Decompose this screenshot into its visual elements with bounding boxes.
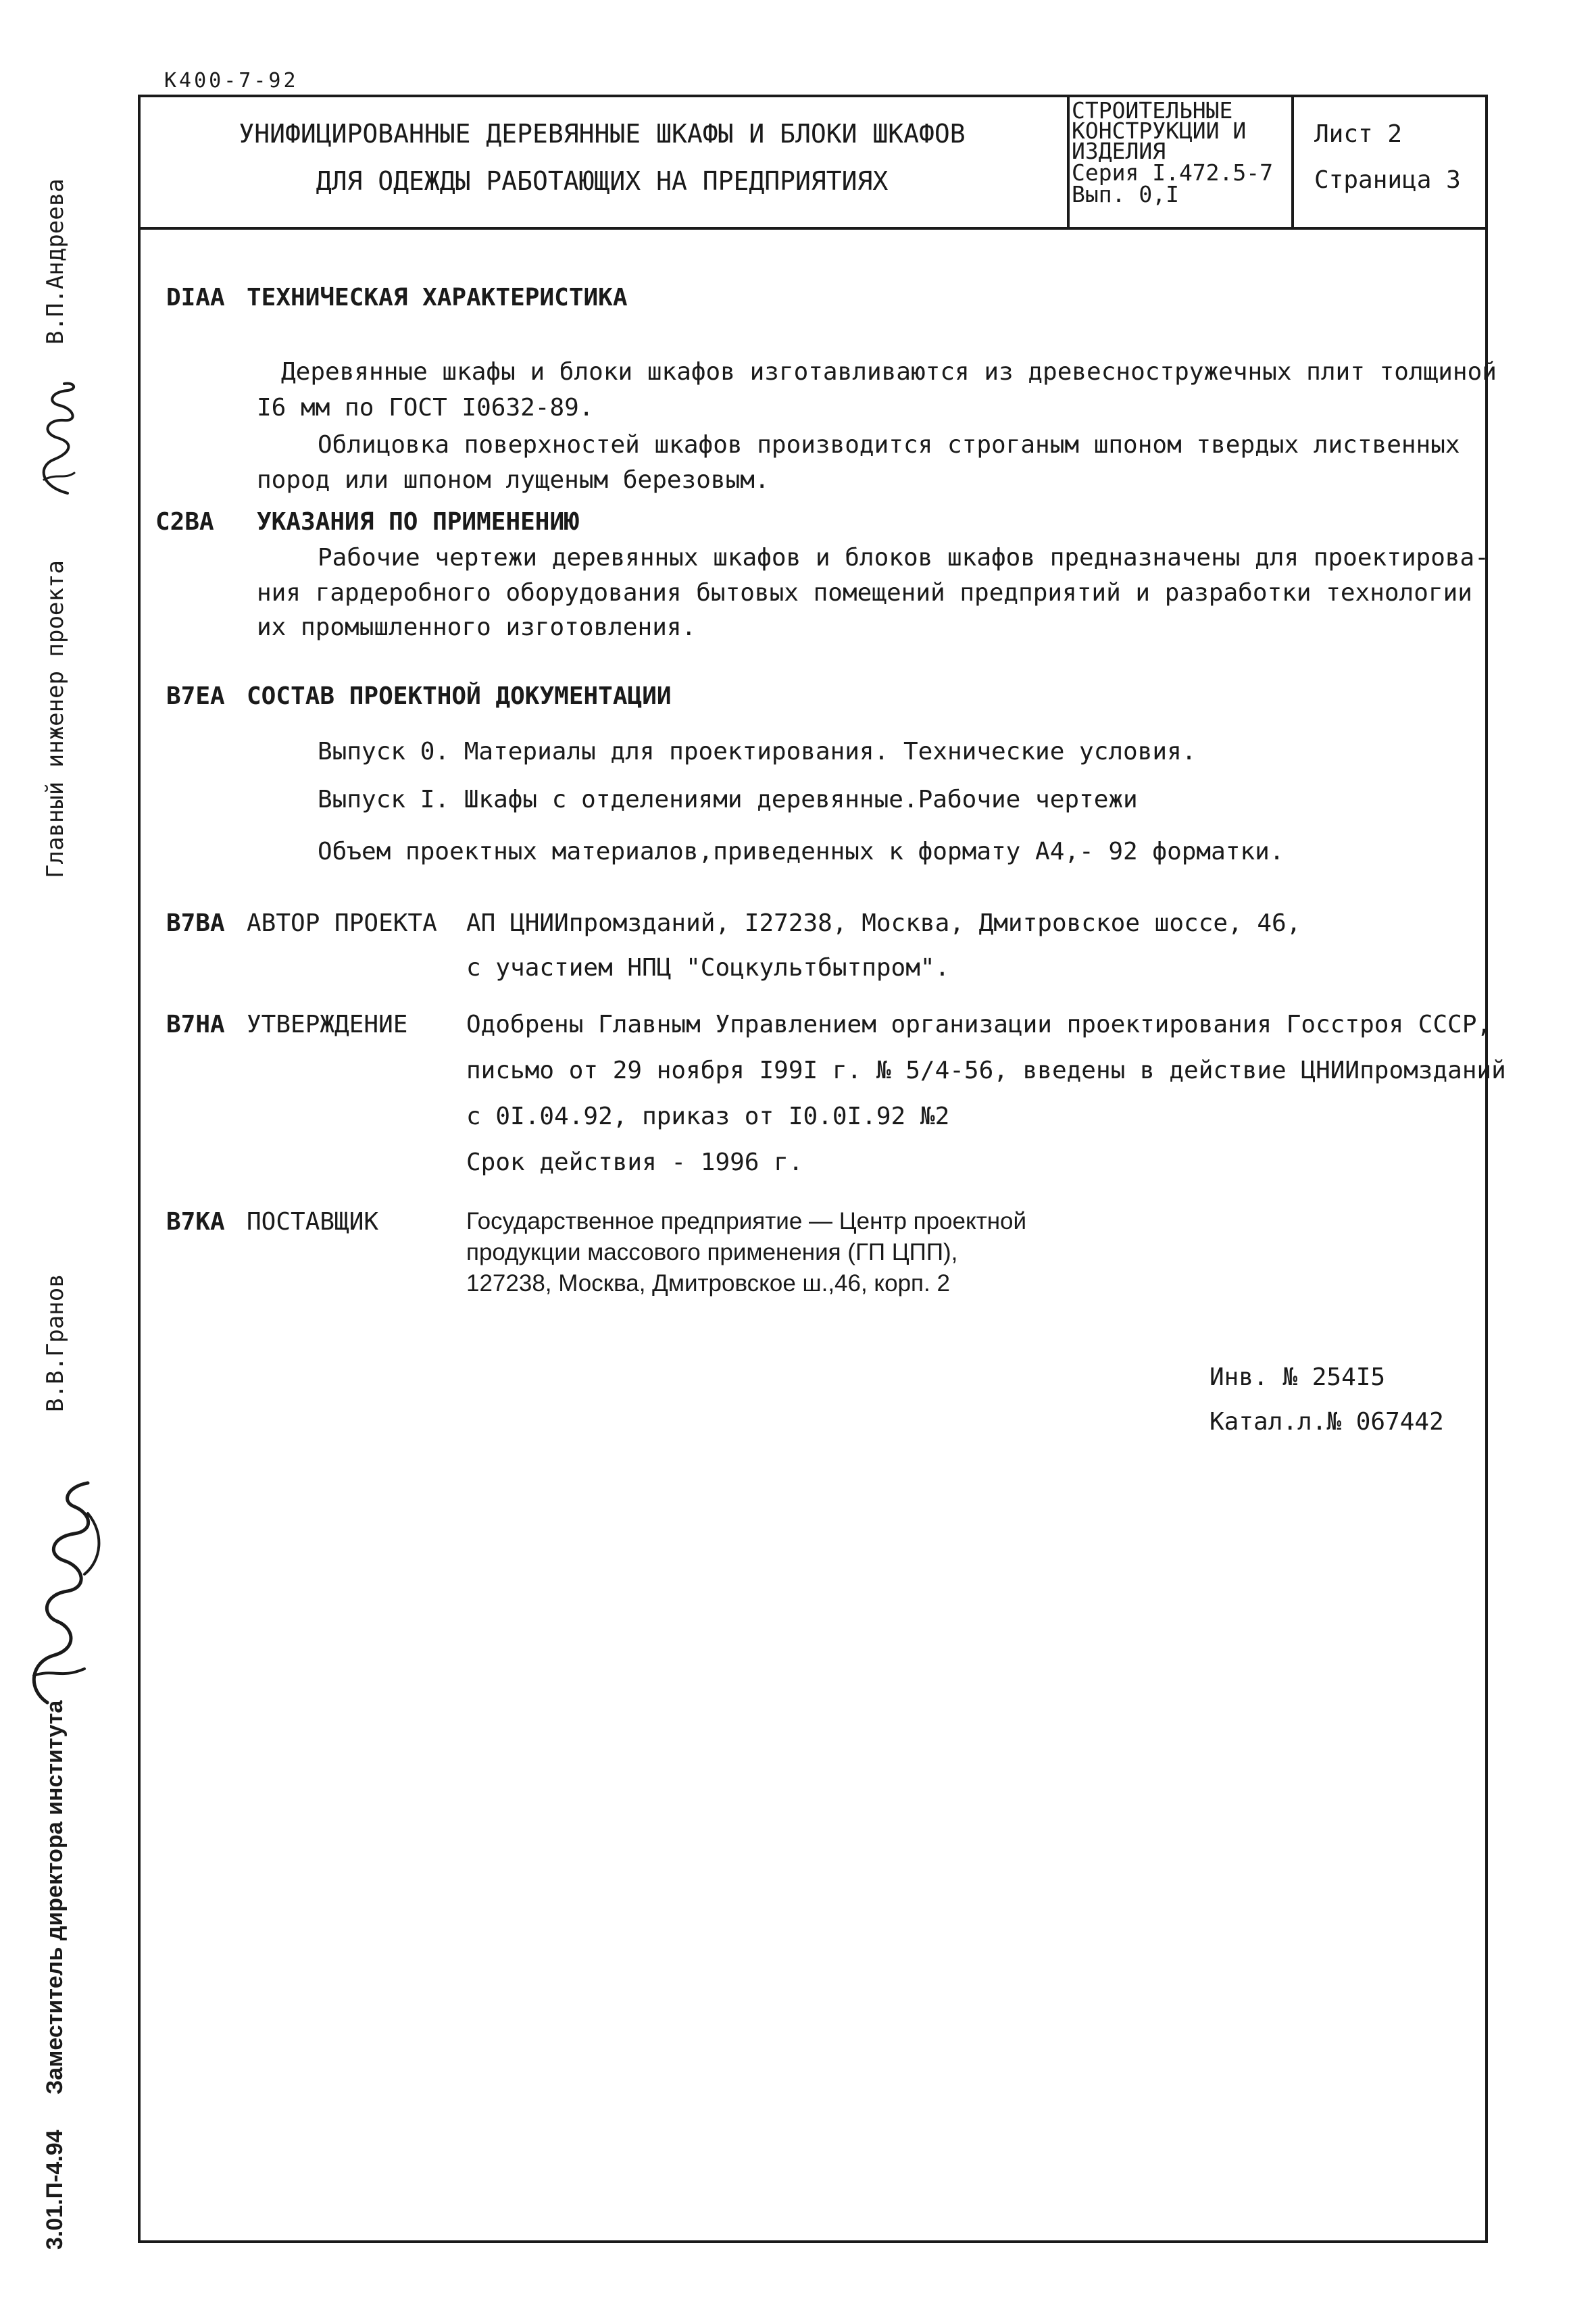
usage-line-1: Рабочие чертежи деревянных шкафов и блоков шкафов предназначены для проектирова- bbox=[318, 544, 1489, 572]
approval-line-4: Срок действия - 1996 г. bbox=[466, 1149, 803, 1176]
tech-line-2: I6 мм по ГОСТ I0632-89. bbox=[257, 394, 594, 422]
side-role-1: Главный инженер проекта bbox=[42, 560, 69, 878]
tech-line-4: пород или шпоном лущеным березовым. bbox=[257, 466, 770, 494]
contents-line-1: Выпуск 0. Материалы для проектирования. Технические условия. bbox=[318, 738, 1197, 765]
sheet-number: Лист 2 bbox=[1314, 120, 1403, 148]
series-line-2: КОНСТРУКЦИИ И bbox=[1072, 118, 1247, 144]
side-role-2: Заместитель директора института bbox=[42, 1700, 68, 2094]
contents-line-3: Объем проектных материалов,приведенных к формату А4,- 92 форматки. bbox=[318, 838, 1285, 865]
usage-line-3: их промышленного изготовления. bbox=[257, 613, 697, 641]
section-code-contents: B7EA bbox=[166, 682, 225, 710]
title-block bbox=[138, 95, 1488, 230]
supplier-line-2: продукции массового применения (ГП ЦПП), bbox=[466, 1239, 958, 1265]
section-code-tech: DIAA bbox=[166, 284, 225, 311]
series-line-1: СТРОИТЕЛЬНЫЕ bbox=[1072, 97, 1233, 124]
side-stamp: 3.01.П-4.94 bbox=[42, 2130, 68, 2250]
title-divider-1 bbox=[1067, 95, 1070, 227]
side-person-1: В.П.Андреева bbox=[42, 178, 69, 345]
side-person-2: В.В.Гранов bbox=[42, 1274, 69, 1412]
series-line-3: ИЗДЕЛИЯ bbox=[1072, 138, 1166, 164]
author-line-2: с участием НПЦ "Соцкультбытпром". bbox=[466, 954, 950, 982]
document-code: К400-7-92 bbox=[164, 69, 299, 93]
signature-1 bbox=[27, 378, 88, 500]
section-heading-author: АВТОР ПРОЕКТА bbox=[247, 909, 437, 937]
section-code-approval: B7HA bbox=[166, 1011, 225, 1038]
approval-line-1: Одобрены Главным Управлением организации проектирования Госстроя СССР, bbox=[466, 1011, 1492, 1038]
approval-line-2: письмо от 29 ноября I99I г. № 5/4-56, введены в действие ЦНИИпромзданий bbox=[466, 1057, 1506, 1084]
signature-2 bbox=[20, 1473, 115, 1716]
title-line-2: ДЛЯ ОДЕЖДЫ РАБОТАЮЩИХ НА ПРЕДПРИЯТИЯХ bbox=[316, 166, 889, 196]
section-code-usage: C2BA bbox=[155, 508, 214, 536]
inventory-number: Инв. № 254I5 bbox=[1210, 1363, 1386, 1391]
title-line-1: УНИФИЦИРОВАННЫЕ ДЕРЕВЯННЫЕ ШКАФЫ И БЛОКИ ШКАФОВ bbox=[239, 119, 966, 149]
section-code-author: B7BA bbox=[166, 909, 225, 937]
catalog-number: Катал.л.№ 067442 bbox=[1210, 1408, 1444, 1436]
section-heading-contents: СОСТАВ ПРОЕКТНОЙ ДОКУМЕНТАЦИИ bbox=[247, 682, 672, 710]
tech-line-3: Облицовка поверхностей шкафов производится строганым шпоном твердых лиственных bbox=[318, 431, 1460, 459]
section-heading-tech: ТЕХНИЧЕСКАЯ ХАРАКТЕРИСТИКА bbox=[247, 284, 628, 311]
section-heading-supplier: ПОСТАВЩИК bbox=[247, 1208, 379, 1236]
supplier-line-1: Государственное предприятие — Центр проектной bbox=[466, 1208, 1027, 1234]
supplier-line-3: 127238, Москва, Дмитровское ш.,46, корп. 2 bbox=[466, 1270, 950, 1297]
author-line-1: АП ЦНИИпромзданий, I27238, Москва, Дмитровское шоссе, 46, bbox=[466, 909, 1301, 937]
section-heading-usage: УКАЗАНИЯ ПО ПРИМЕНЕНИЮ bbox=[257, 508, 579, 536]
page-number: Страница 3 bbox=[1314, 166, 1461, 194]
series-line-4: Серия I.472.5-7 bbox=[1072, 159, 1274, 186]
title-divider-2 bbox=[1291, 95, 1294, 227]
approval-line-3: с 0I.04.92, приказ от I0.0I.92 №2 bbox=[466, 1103, 950, 1130]
contents-line-2: Выпуск I. Шкафы с отделениями деревянные.Рабочие чертежи bbox=[318, 786, 1138, 813]
usage-line-2: ния гардеробного оборудования бытовых помещений предприятий и разработки технологии bbox=[257, 579, 1472, 607]
section-heading-approval: УТВЕРЖДЕНИЕ bbox=[247, 1011, 408, 1038]
section-code-supplier: B7KA bbox=[166, 1208, 225, 1236]
tech-line-1: Деревянные шкафы и блоки шкафов изготавливаются из древесностружечных плит толщиной bbox=[281, 358, 1497, 386]
series-line-5: Вып. 0,I bbox=[1072, 181, 1179, 207]
